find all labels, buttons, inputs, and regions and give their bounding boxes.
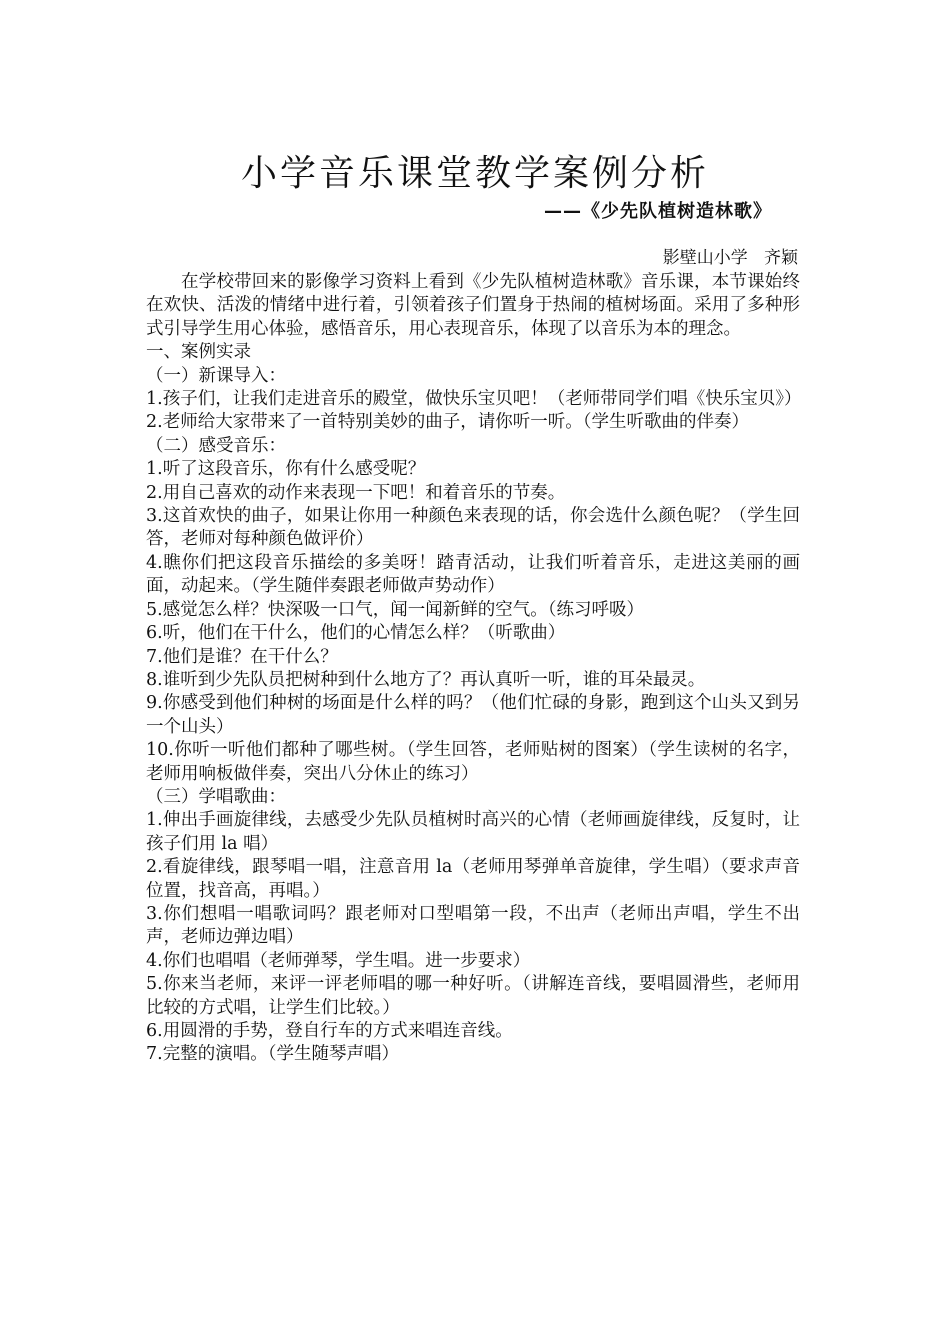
list-item: 1.听了这段音乐，你有什么感受呢？ [146, 459, 426, 480]
list-item: 3.这首欢快的曲子，如果让你用一种颜色来表现的话，你会选什么颜色呢？（学生回答，老师对每种颜色做评价） [146, 506, 800, 550]
list-item: 2.看旋律线，跟琴唱一唱，注意音用 la（老师用琴弹单音旋律，学生唱）（要求声音位置，找音高，再唱。） [146, 857, 800, 901]
list-item: 5.感觉怎么样？快深吸一口气，闻一闻新鲜的空气。（练习呼吸） [146, 599, 644, 620]
list-item: 1.伸出手画旋律线，去感受少先队员植树时高兴的心情（老师画旋律线，反复时，让孩子们用 la 唱） [146, 810, 800, 854]
list-item: 7.完整的演唱。（学生随琴声唱） [146, 1044, 399, 1065]
list-item: 4.你们也唱唱（老师弹琴，学生唱。进一步要求） [146, 950, 531, 971]
list-item: 7.他们是谁？在干什么？ [146, 646, 338, 667]
list-item: 2.用自己喜欢的动作来表现一下吧！和着音乐的节奏。 [146, 482, 566, 503]
list-item: 6.听，他们在干什么，他们的心情怎么样？（听歌曲） [146, 623, 566, 644]
section-heading: 一、案例实录 [146, 342, 251, 363]
document-title: 小学音乐课堂教学案例分析 [240, 153, 709, 194]
list-item: 10.你听一听他们都种了哪些树。（学生回答，老师贴树的图案）（学生读树的名字，老师用响板做伴奏，突出八分休止的练习） [146, 740, 800, 784]
list-item: 5.你来当老师，来评一评老师唱的哪一种好听。（讲解连音线，要唱圆滑些，老师用比较的方式唱，让学生们比较。） [146, 974, 800, 1018]
author-line: 影壁山小学 齐颖 [662, 248, 798, 268]
list-item: 9.你感受到他们种树的场面是什么样的吗？（他们忙碌的身影，跑到这个山头又到另一个山头） [146, 693, 800, 737]
document-body [146, 271, 800, 1067]
intro-paragraph: 在学校带回来的影像学习资料上看到《少先队植树造林歌》音乐课，本节课始终在欢快、活泼的情绪中进行着，引领着孩子们置身于热闹的植树场面。采用了多种形式引导学生用心体验，感悟音乐，用心表现音乐，体现了以音乐为本的理念。 [146, 272, 800, 339]
list-item: 8.谁听到少先队员把树种到什么地方了？再认真听一听，谁的耳朵最灵。 [146, 669, 706, 690]
list-item: 6.用圆滑的手势，登自行车的方式来唱连音线。 [146, 1021, 513, 1041]
part-heading-sing: （三）学唱歌曲： [146, 786, 286, 807]
list-item: 1.孩子们，让我们走进音乐的殿堂，做快乐宝贝吧！（老师带同学们唱《快乐宝贝》） [146, 389, 802, 410]
list-item: 3.你们想唱一唱歌词吗？跟老师对口型唱第一段，不出声（老师出声唱，学生不出声，老师边弹边唱） [146, 903, 800, 948]
list-item: 4.瞧你们把这段音乐描绘的多美呀！踏青活动，让我们听着音乐，走进这美丽的画面，动起来。（学生随伴奏跟老师做声势动作） [146, 552, 800, 597]
document-subtitle: ——《少先队植树造林歌》 [544, 201, 772, 222]
part-heading-intro: （一）新课导入： [146, 365, 286, 386]
part-heading-feel: （二）感受音乐： [146, 435, 286, 456]
list-item: 2.老师给大家带来了一首特别美妙的曲子，请你听一听。（学生听歌曲的伴奏） [146, 412, 749, 433]
